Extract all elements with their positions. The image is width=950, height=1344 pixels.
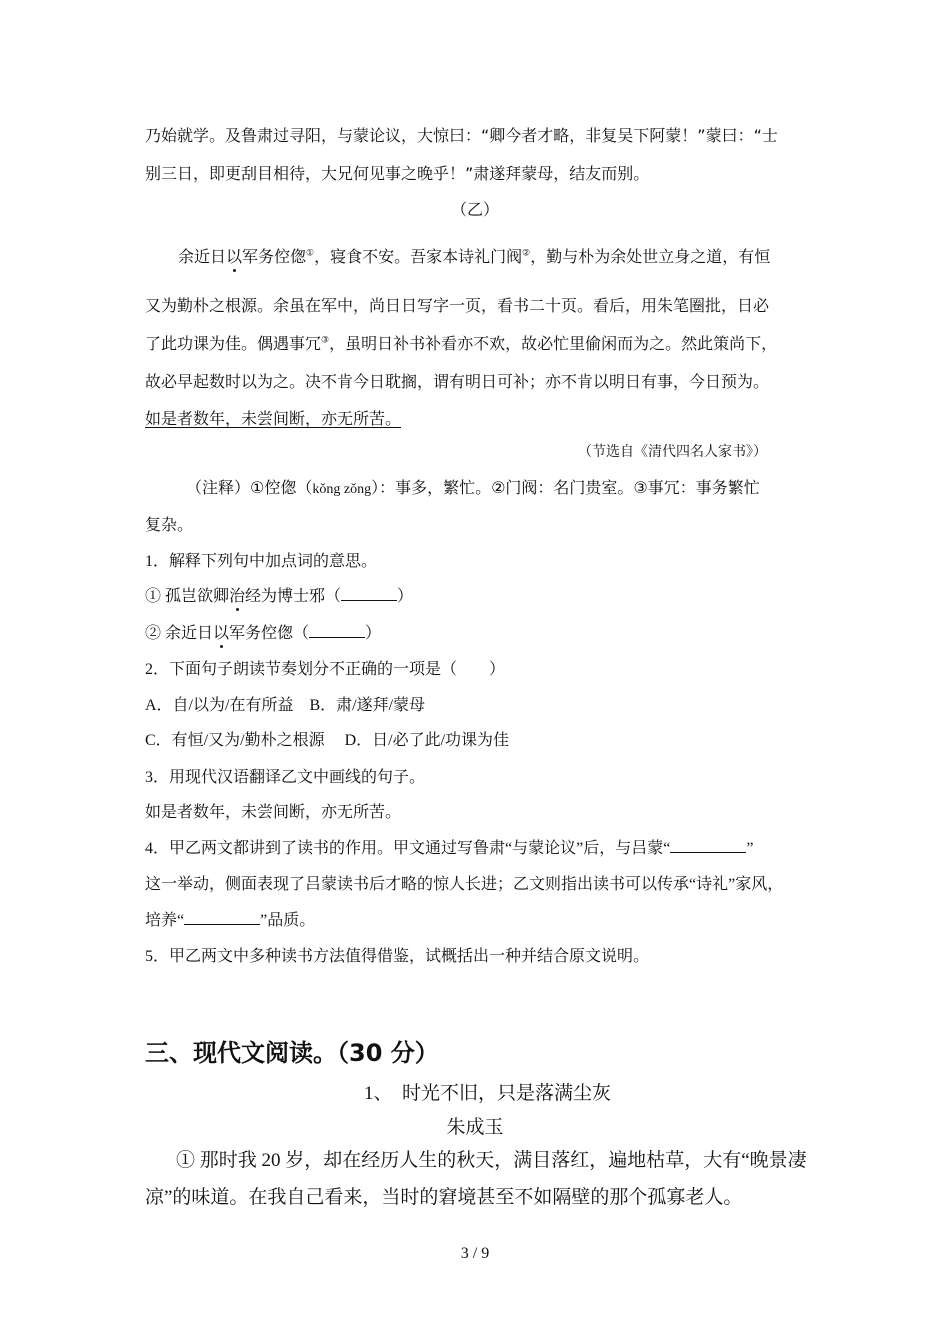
question-4-line-2: 这一举动，侧面表现了吕蒙读书后才略的惊人长进；乙文则指出读书可以传承“诗礼”家风， bbox=[145, 876, 784, 893]
passage-yi-line-3: 了此功课为佳。偶遇事冗③，虽明日补书补看亦不欢，故必忙里偷闲而为之。然此策尚下， bbox=[145, 334, 778, 353]
article-paragraph-1-line-1: ① 那时我 20 岁，却在经历人生的秋天，满目落红，遍地枯草，大有“晚景凄 bbox=[176, 1150, 807, 1171]
notes-line-2: 复杂。 bbox=[145, 515, 194, 534]
question-2-options-cd[interactable]: C．有恒/又为/勤朴之根源 D．日/必了此/功课为佳 bbox=[145, 732, 510, 749]
question-4-line-1: 4．甲乙两文都讲到了读书的作用。甲文通过写鲁肃“与蒙论议”后，与吕蒙“ ” bbox=[145, 840, 754, 857]
page-number: 3 / 9 bbox=[460, 1245, 490, 1262]
footnote-marker: ③ bbox=[321, 335, 330, 346]
dotted-word: 以 bbox=[226, 244, 242, 267]
footnote-marker: ① bbox=[306, 248, 315, 259]
question-1: 1．解释下列句中加点词的意思。 bbox=[145, 553, 378, 570]
passage-yi-title: （乙） bbox=[450, 202, 499, 219]
question-2-options-ab[interactable]: A．自/以为/在有所益 B．肃/遂拜/蒙母 bbox=[145, 697, 426, 714]
question-2: 2．下面句子朗读节奏划分不正确的一项是（ ） bbox=[145, 661, 506, 678]
footnote-marker: ② bbox=[522, 248, 531, 259]
passage-jia-line-1: 乃始就学。及鲁肃过寻阳，与蒙论议，大惊曰：“卿今者才略，非复吴下阿蒙！”蒙曰：“士 bbox=[145, 126, 778, 145]
section-3-heading: 三、现代文阅读。（30 分） bbox=[145, 1039, 439, 1067]
question-4-line-3: 培养“ ”品质。 bbox=[145, 912, 316, 929]
notes-line-1: （注释）①倥偬（kǒng zǒng）：事多，繁忙。②门阀：名门贵室。③事冗：事务繁忙 bbox=[186, 478, 760, 497]
passage-yi-line-2: 又为勤朴之根源。余虽在军中，尚日日写字一页，看书二十页。看后，用朱笔圈批，日必 bbox=[145, 296, 770, 315]
question-5: 5．甲乙两文中多种读书方法值得借鉴，试概括出一种并结合原文说明。 bbox=[145, 948, 650, 965]
pinyin: kǒng zǒng bbox=[312, 482, 372, 497]
article-paragraph-1-line-2: 凉”的味道。在我自己看来，当时的窘境甚至不如隔壁的那个孤寡老人。 bbox=[145, 1187, 743, 1208]
dotted-word: 治 bbox=[229, 583, 245, 606]
passage-jia-line-2: 别三日，即更刮目相待，大兄何见事之晚乎！”肃遂拜蒙母，结友而别。 bbox=[145, 164, 650, 183]
article-author: 朱成玉 bbox=[446, 1117, 504, 1138]
passage-yi-line-4: 故必早起数时以为之。决不肯今日耽搁，谓有明日可补；亦不肯以明日有事，今日预为。 bbox=[145, 372, 770, 391]
answer-blank[interactable] bbox=[184, 910, 260, 925]
question-1-item-2: ② 余近日以军务倥偬（ ） bbox=[145, 620, 381, 643]
dotted-word: 以 bbox=[213, 620, 229, 643]
answer-blank[interactable] bbox=[341, 586, 397, 601]
answer-blank[interactable] bbox=[670, 838, 746, 853]
passage-source: （节选自《清代四名人家书》） bbox=[578, 445, 767, 460]
passage-yi-underlined-sentence: 如是者数年，未尝间断，亦无所苦。 bbox=[145, 409, 402, 428]
question-1-item-1: ① 孤岂欲卿治经为博士邪（ ） bbox=[145, 583, 413, 606]
article-title: 1、 时光不旧，只是落满尘灰 bbox=[364, 1083, 612, 1104]
answer-blank[interactable] bbox=[309, 623, 365, 638]
question-3-sentence: 如是者数年，未尝间断，亦无所苦。 bbox=[145, 804, 402, 821]
passage-yi-line-1: 余近日以军务倥偬①，寝食不安。吾家本诗礼门阀②，勤与朴为余处世立身之道，有恒 bbox=[178, 244, 770, 267]
question-3: 3．用现代汉语翻译乙文中画线的句子。 bbox=[145, 769, 426, 786]
